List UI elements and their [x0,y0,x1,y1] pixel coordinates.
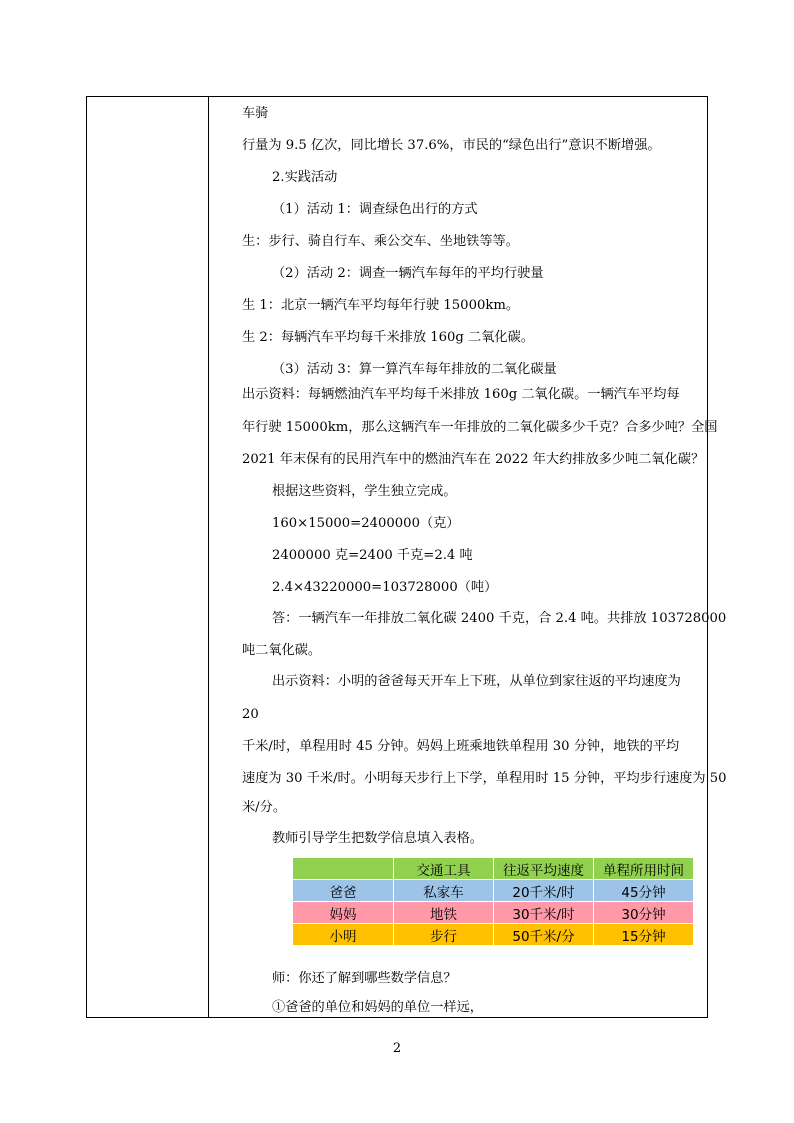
table-cell: 50千米/分 [494,924,594,946]
text-line: 速度为 30 千米/时。小明每天步行上下学，单程用时 15 分钟，平均步行速度为 50 [242,771,727,786]
text-line: 2021 年末保有的民用汽车中的燃油汽车在 2022 年大约排放多少吨二氧化碳？ [242,452,705,467]
table-cell: 45分钟 [594,880,694,902]
text-line: 出示资料：小明的爸爸每天开车上下班，从单位到家往返的平均速度为 [272,674,681,689]
text-line: 20 [242,707,259,722]
page-number: 2 [392,1041,402,1056]
text-line: 千米/时，单程用时 45 分钟。妈妈上班乘地铁单程用 30 分钟，地铁的平均 [242,739,680,754]
table-cell: 20千米/时 [494,880,594,902]
text-line: （3）活动 3：算一算汽车每年排放的二氧化碳量 [272,362,557,377]
table-cell: 15分钟 [594,924,694,946]
table-cell: 30千米/时 [494,902,594,924]
text-line: 师：你还了解到哪些数学信息？ [272,971,457,986]
text-line: 出示资料：每辆燃油汽车平均每千米排放 160g 二氧化碳。一辆汽车平均每 [242,387,680,402]
text-line: （1）活动 1：调查绿色出行的方式 [272,202,478,217]
text-line: ①爸爸的单位和妈妈的单位一样远， [272,1000,483,1015]
table-header-row [293,858,694,880]
table-row [293,924,694,946]
table-cell: 步行 [394,924,494,946]
text-line: 吨二氧化碳。 [242,643,322,658]
text-line: 2.实践活动 [272,170,338,185]
table-row [293,880,694,902]
text-line: 车骑 [242,106,269,121]
text-line: 根据这些资料，学生独立完成。 [272,484,457,499]
text-line: 生：步行、骑自行车、乘公交车、坐地铁等等。 [242,234,519,249]
table-cell: 小明 [293,924,394,946]
table-cell: 地铁 [394,902,494,924]
table-cell: 30分钟 [594,902,694,924]
text-line: 生 1：北京一辆汽车平均每年行驶 15000km。 [242,298,520,313]
table-header-cell: 往返平均速度 [494,858,594,880]
text-line: 2400000 克=2400 千克=2.4 吨 [272,548,473,563]
table-cell: 私家车 [394,880,494,902]
text-line: 2.4×43220000=103728000（吨） [272,580,498,595]
table-header-cell: 交通工具 [394,858,494,880]
transport-info-table [292,857,694,946]
text-line: 米/分。 [242,800,287,815]
table-row [293,902,694,924]
text-line: （2）活动 2：调查一辆汽车每年的平均行驶量 [272,266,544,281]
text-line: 行量为 9.5 亿次，同比增长 37.6%，市民的“绿色出行”意识不断增强。 [242,138,661,153]
text-line: 160×15000=2400000（克） [272,516,460,531]
text-line: 教师引导学生把数学信息填入表格。 [272,831,483,846]
table-cell: 爸爸 [293,880,394,902]
text-line: 年行驶 15000km，那么这辆汽车一年排放的二氧化碳多少千克？合多少吨？全国 [242,420,718,435]
table-cell: 妈妈 [293,902,394,924]
text-line: 答：一辆汽车一年排放二氧化碳 2400 千克，合 2.4 吨。共排放 103728000 [272,611,727,626]
table-header-cell: 单程所用时间 [594,858,694,880]
column-divider [208,97,209,1017]
text-line: 生 2：每辆汽车平均每千米排放 160g 二氧化碳。 [242,330,534,345]
table-header-cell [293,858,394,880]
